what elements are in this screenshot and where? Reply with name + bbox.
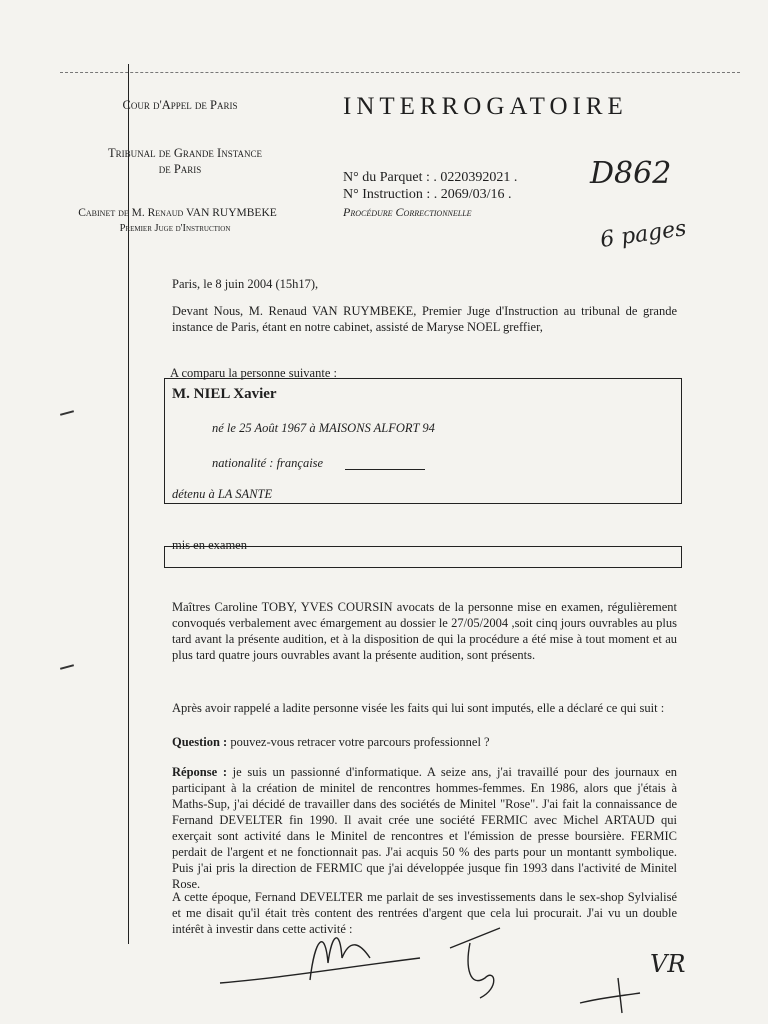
margin-mark [60,410,74,416]
signature-second [450,928,500,998]
court-appeal: Cour d'Appel de Paris [122,98,238,112]
rappel-paragraph: Après avoir rappelé a ladite personne visée les faits qui lui sont imputés, elle a déclaré ce qui suit : [172,701,665,715]
tribunal-line2: de Paris [158,162,202,176]
page-ref-annotation: D862 [590,156,672,191]
reponse-paragraph [172,764,677,892]
person-name: M. NIEL Xavier [172,386,277,402]
signature-initials: VR [650,950,686,978]
document-title: INTERROGATOIRE [343,93,628,120]
question-text: pouvez-vous retracer votre parcours professionnel ? [227,735,490,749]
procedure-type: Procédure Correctionnelle [343,205,472,219]
reponse-text: je suis un passionné d'informatique. A seize ans, j'ai travaillé pour des journaux en participant à la création de minitel de rencontres hommes-femmes. En 1986, alors que j'étais à Maths-Sup, j'ai décidé de travailler dans des sociétés de Minitel "Rose". J'ai fait la connaissance de Fernand DEVELTER fin 1990. Il avait crée une société FERMIC avec Michel ARTAUD qui exerçait sont activité dans le Minitel de rencontres et l'émission de presse boursière. FERMIC perdait de l'argent et ne fonctionnait pas. J'ai acquis 50 % des parts pour un montantt symbolique. Puis j'ai pris la direction de FERMIC que j'ai développée jusque fin 1993 dans l'activité de Minitel Rose. [172,765,677,891]
signature-stroke [220,958,420,983]
birth-info: né le 25 Août 1967 à MAISONS ALFORT 94 [212,421,435,435]
margin-rule [128,64,129,944]
date-line: Paris, le 8 juin 2004 (15h17), [172,277,319,291]
question-label: Question : [172,735,228,749]
signature-cross [580,978,640,1013]
parquet-number: N° du Parquet : . 0220392021 . [343,170,518,185]
signature-scrawl [310,938,370,980]
top-dashed-rule [60,72,740,73]
status-box [164,546,682,568]
cabinet-line2: Premier Juge d'Instruction [119,223,231,234]
nationality: nationalité : française [212,456,324,470]
cabinet-line1: Cabinet de M. Renaud VAN RUYMBEKE [78,207,277,219]
detention-info: détenu à LA SANTE [172,487,273,501]
lawyers-paragraph: Maîtres Caroline TOBY, YVES COURSIN avocats de la personne mise en examen, régulièrement convoqués verbalement avec émargement au dossier le 27/05/2004 ,soit cinq jours ouvrables au plus tard avant la présente audition, et à la disposition de qui la procédure a été mise à tout moment et au plus tard quatre jours ouvrables avant la présente audition, sont présents. [172,600,677,662]
comparu-label: A comparu la personne suivante : [170,366,337,380]
question [172,734,677,750]
margin-mark [60,664,74,670]
tribunal-line1: Tribunal de Grande Instance [108,146,262,160]
instruction-number: N° Instruction : . 2069/03/16 . [343,187,512,202]
last-paragraph: A cette époque, Fernand DEVELTER me parlait de ses investissements dans le sex-shop Sylvialisé et me disait qu'il était très content des rentrées d'argent que cela lui procurait. J'ai vu un double intérêt à investir dans cette activité : [172,890,677,936]
pages-annotation: 6 pages [598,216,688,253]
reponse-label: Réponse : [172,765,227,779]
status-label: mis en examen [172,538,247,552]
signatures [200,918,700,1018]
hand-underline [345,469,425,470]
intro-paragraph: Devant Nous, M. Renaud VAN RUYMBEKE, Premier Juge d'Instruction au tribunal de grande instance de Paris, étant en notre cabinet, assisté de Maryse NOEL greffier, [172,304,677,334]
